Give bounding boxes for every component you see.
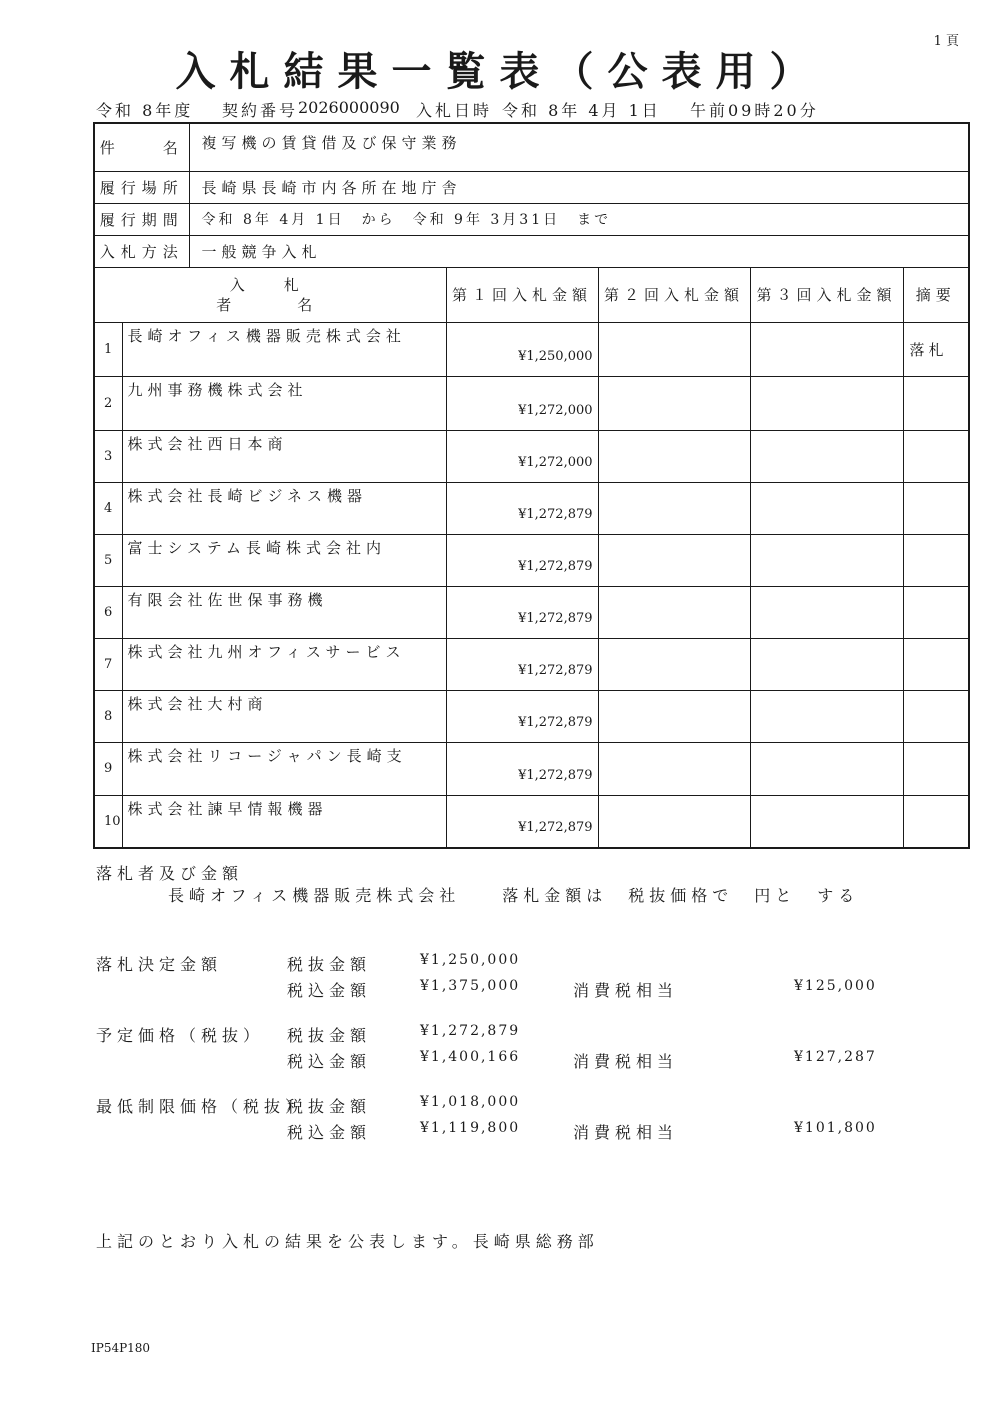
bidder-note xyxy=(903,795,969,848)
tax-amount: ¥125,000 xyxy=(794,978,877,994)
round3-header: 第３回入札金額 xyxy=(750,267,903,322)
bidder-name: 株式会社大村商 xyxy=(122,690,446,742)
row-number: 2 xyxy=(94,376,122,430)
table-row xyxy=(94,638,969,690)
tax-label: 消費税相当 xyxy=(573,1052,679,1071)
bid-date: 令和 8年 4月 1日 xyxy=(502,101,661,120)
table-row xyxy=(94,322,969,376)
info-label: 履行場所 xyxy=(94,171,189,203)
bidder-note xyxy=(903,638,969,690)
row-number: 10 xyxy=(94,795,122,848)
table-row xyxy=(94,482,969,534)
bidder-name: 九州事務機株式会社 xyxy=(122,376,446,430)
bidder-note xyxy=(903,690,969,742)
summary-label: 落札決定金額 xyxy=(96,955,223,974)
round3-amount xyxy=(750,586,903,638)
bidder-name: 富士システム長崎株式会社内 xyxy=(122,534,446,586)
round1-amount: ¥1,272,000 xyxy=(446,430,598,482)
pre-tax-amount: ¥1,272,879 xyxy=(420,1023,521,1039)
round3-amount xyxy=(750,690,903,742)
round3-amount xyxy=(750,376,903,430)
table-header-row xyxy=(94,267,969,322)
winner-detail: 長崎オフィス機器販売株式会社 落札金額は 税抜価格で 円と する xyxy=(168,886,860,905)
tax-label: 消費税相当 xyxy=(573,981,679,1000)
round1-amount: ¥1,272,000 xyxy=(446,376,598,430)
round1-amount: ¥1,272,879 xyxy=(446,795,598,848)
contract-number-label: 契約番号 xyxy=(222,101,299,120)
header-name-top: 入 札 xyxy=(229,275,311,294)
table-row xyxy=(94,430,969,482)
post-tax-label: 税込金額 xyxy=(287,1123,372,1142)
round3-amount xyxy=(750,795,903,848)
round1-amount: ¥1,272,879 xyxy=(446,482,598,534)
pre-tax-amount: ¥1,250,000 xyxy=(420,952,521,968)
round2-amount xyxy=(598,742,750,795)
row-number: 4 xyxy=(94,482,122,534)
info-row-period xyxy=(94,203,969,235)
bidder-name: 株式会社リコージャパン長崎支 xyxy=(122,742,446,795)
pre-tax-label: 税抜金額 xyxy=(287,955,372,974)
tax-amount: ¥127,287 xyxy=(794,1049,877,1065)
bidder-name: 株式会社長崎ビジネス機器 xyxy=(122,482,446,534)
bidder-note: 落札 xyxy=(903,322,969,376)
row-number: 9 xyxy=(94,742,122,795)
row-number: 6 xyxy=(94,586,122,638)
post-tax-amount: ¥1,400,166 xyxy=(420,1049,521,1065)
info-value: 一般競争入札 xyxy=(189,235,969,267)
bidder-note xyxy=(903,430,969,482)
document-title: 入札結果一覧表（公表用） xyxy=(175,48,824,95)
bidder-name: 株式会社九州オフィスサービス xyxy=(122,638,446,690)
round1-amount: ¥1,272,879 xyxy=(446,690,598,742)
row-number: 3 xyxy=(94,430,122,482)
pre-tax-label: 税抜金額 xyxy=(287,1097,372,1116)
note-header: 摘要 xyxy=(903,267,969,322)
page-number: 1 頁 xyxy=(933,34,959,49)
round1-amount: ¥1,272,879 xyxy=(446,586,598,638)
info-row-subject xyxy=(94,123,969,171)
table-row xyxy=(94,534,969,586)
bidder-name: 株式会社西日本商 xyxy=(122,430,446,482)
bid-results-table xyxy=(93,122,970,849)
bidder-name-header xyxy=(94,267,446,322)
round1-amount: ¥1,250,000 xyxy=(446,322,598,376)
bid-date-label: 入札日時 xyxy=(416,101,493,120)
fiscal-year: 令和 8年度 xyxy=(96,101,194,120)
row-number: 8 xyxy=(94,690,122,742)
info-value: 複写機の賃貸借及び保守業務 xyxy=(189,123,969,171)
info-value: 令和 8年 4月 1日 から 令和 9年 3月31日 まで xyxy=(189,203,969,235)
round1-amount: ¥1,272,879 xyxy=(446,534,598,586)
round3-amount xyxy=(750,534,903,586)
round3-amount xyxy=(750,638,903,690)
info-row-location xyxy=(94,171,969,203)
pre-tax-label: 税抜金額 xyxy=(287,1026,372,1045)
table-row xyxy=(94,376,969,430)
round2-amount xyxy=(598,482,750,534)
round3-amount xyxy=(750,482,903,534)
contract-number: 2026000090 xyxy=(298,98,400,117)
row-number: 1 xyxy=(94,322,122,376)
round1-amount: ¥1,272,879 xyxy=(446,742,598,795)
pre-tax-amount: ¥1,018,000 xyxy=(420,1094,521,1110)
info-label: 入札方法 xyxy=(94,235,189,267)
table-row xyxy=(94,586,969,638)
round3-amount xyxy=(750,430,903,482)
bid-time: 午前09時20分 xyxy=(690,101,819,120)
round3-amount xyxy=(750,322,903,376)
info-row-method xyxy=(94,235,969,267)
bidder-name: 長崎オフィス機器販売株式会社 xyxy=(122,322,446,376)
bidder-note xyxy=(903,586,969,638)
summary-label: 予定価格（税抜） xyxy=(96,1026,265,1045)
form-code: IP54P180 xyxy=(91,1341,151,1355)
tax-label: 消費税相当 xyxy=(573,1123,679,1142)
bidder-note xyxy=(903,482,969,534)
winner-heading: 落札者及び金額 xyxy=(96,864,244,883)
round1-amount: ¥1,272,879 xyxy=(446,638,598,690)
info-value: 長崎県長崎市内各所在地庁舎 xyxy=(189,171,969,203)
row-number: 5 xyxy=(94,534,122,586)
footer-note: 上記のとおり入札の結果を公表します。長崎県総務部 xyxy=(96,1232,599,1251)
round2-amount xyxy=(598,638,750,690)
round2-amount xyxy=(598,690,750,742)
info-label: 履行期間 xyxy=(94,203,189,235)
table-row xyxy=(94,742,969,795)
round3-amount xyxy=(750,742,903,795)
bidder-note xyxy=(903,376,969,430)
round2-amount xyxy=(598,322,750,376)
info-label: 件 名 xyxy=(94,123,189,171)
round2-header: 第２回入札金額 xyxy=(598,267,750,322)
bidder-note xyxy=(903,534,969,586)
summary-label: 最低制限価格（税抜） xyxy=(96,1097,307,1116)
round2-amount xyxy=(598,430,750,482)
table-row xyxy=(94,690,969,742)
round2-amount xyxy=(598,376,750,430)
bidder-note xyxy=(903,742,969,795)
post-tax-label: 税込金額 xyxy=(287,981,372,1000)
round2-amount xyxy=(598,586,750,638)
post-tax-amount: ¥1,375,000 xyxy=(420,978,521,994)
round2-amount xyxy=(598,795,750,848)
header-name-bottom: 者 名 xyxy=(216,295,325,314)
row-number: 7 xyxy=(94,638,122,690)
post-tax-label: 税込金額 xyxy=(287,1052,372,1071)
table-row xyxy=(94,795,969,848)
round1-header: 第１回入札金額 xyxy=(446,267,598,322)
round2-amount xyxy=(598,534,750,586)
bidder-name: 有限会社佐世保事務機 xyxy=(122,586,446,638)
bidder-name: 株式会社諫早情報機器 xyxy=(122,795,446,848)
tax-amount: ¥101,800 xyxy=(794,1120,877,1136)
post-tax-amount: ¥1,119,800 xyxy=(420,1120,521,1136)
